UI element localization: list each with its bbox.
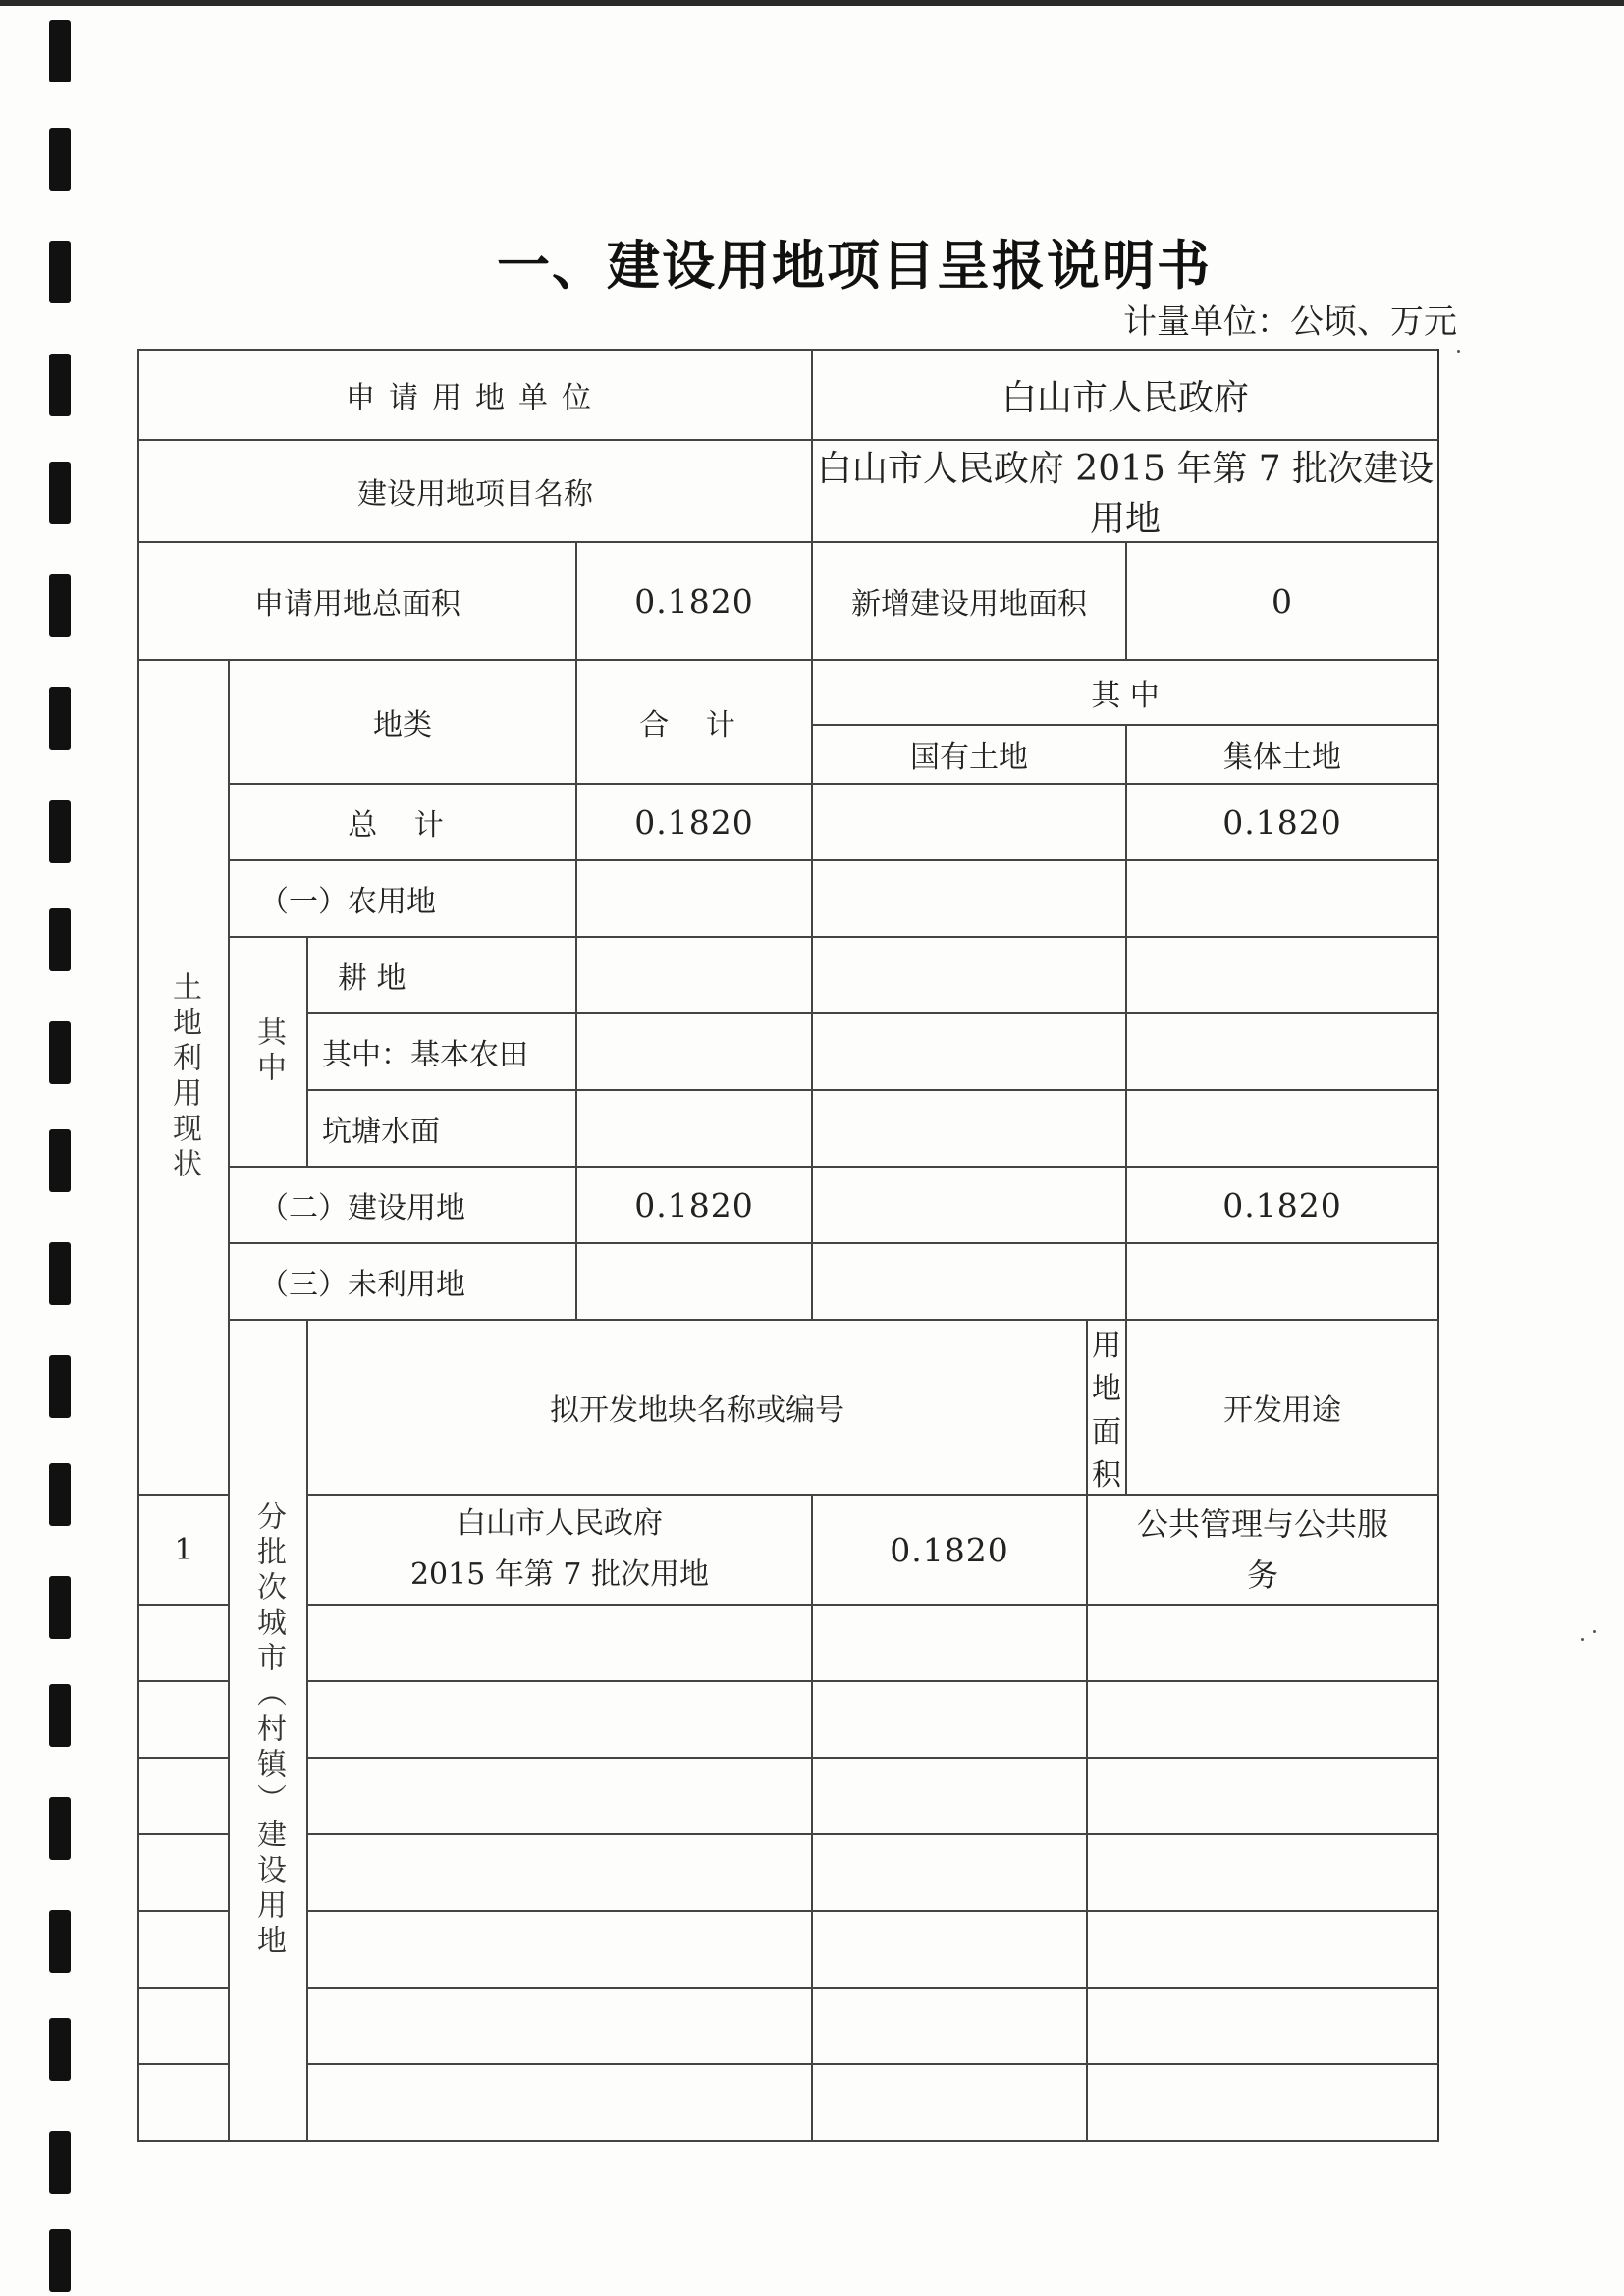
row-collective xyxy=(1126,860,1438,937)
table-row xyxy=(138,1013,1438,1090)
binding-hole xyxy=(49,1684,71,1747)
new-area-label: 新增建设用地面积 xyxy=(812,542,1126,660)
row-total xyxy=(576,860,812,937)
binding-hole xyxy=(49,1910,71,1973)
scan-speck xyxy=(1581,1638,1584,1641)
binding-hole xyxy=(49,20,71,82)
col-total: 合 计 xyxy=(576,660,812,784)
row-total: 0.1820 xyxy=(576,784,812,860)
binding-hole xyxy=(49,800,71,863)
project-name-value: 白山市人民政府 2015 年第 7 批次建设用地 xyxy=(812,440,1438,542)
table-row xyxy=(138,1495,1438,1605)
table-row xyxy=(138,860,1438,937)
land-use-form xyxy=(137,349,1439,2142)
table-row xyxy=(138,2064,1438,2141)
scan-speck xyxy=(1593,1630,1596,1633)
row-label: 其中：基本农田 xyxy=(307,1013,576,1090)
row-collective: 0.1820 xyxy=(1126,1167,1438,1243)
parcel-name xyxy=(307,1495,812,1605)
binding-hole xyxy=(49,2131,71,2194)
binding-hole xyxy=(49,574,71,637)
project-name-label: 建设用地项目名称 xyxy=(138,440,812,542)
total-area-value: 0.1820 xyxy=(576,542,812,660)
row-collective xyxy=(1126,937,1438,1013)
binding-hole xyxy=(49,354,71,416)
scan-top-edge xyxy=(0,0,1624,6)
col-state-land: 国有土地 xyxy=(812,725,1126,784)
binding-hole xyxy=(49,1355,71,1418)
table-row xyxy=(138,1090,1438,1167)
row-label: （一）农用地 xyxy=(229,860,576,937)
row-collective xyxy=(1126,1013,1438,1090)
row-state xyxy=(812,1013,1126,1090)
binding-holes xyxy=(49,0,73,2296)
binding-hole xyxy=(49,1129,71,1192)
table-row xyxy=(138,1834,1438,1911)
binding-hole xyxy=(49,1797,71,1860)
row-collective xyxy=(1126,1090,1438,1167)
table-row xyxy=(138,937,1438,1013)
col-parcel-use: 开发用途 xyxy=(1126,1320,1438,1495)
row-collective: 0.1820 xyxy=(1126,784,1438,860)
document-title: 一、建设用地项目呈报说明书 xyxy=(497,235,1212,297)
row-total xyxy=(576,1013,812,1090)
row-label: 坑塘水面 xyxy=(307,1090,576,1167)
binding-hole xyxy=(49,908,71,971)
table-row xyxy=(138,1167,1438,1243)
parcel-use-line2: 务 xyxy=(1246,1557,1278,1594)
binding-hole xyxy=(49,1242,71,1305)
binding-hole xyxy=(49,1463,71,1526)
unit-label: 计量单位：公顷、万元 xyxy=(1123,302,1457,342)
row-state xyxy=(812,1090,1126,1167)
binding-hole xyxy=(49,128,71,191)
applicant-value: 白山市人民政府 xyxy=(812,350,1438,440)
parcel-name-line2: 2015 年第 7 批次用地 xyxy=(409,1558,710,1592)
total-area-label: 申请用地总面积 xyxy=(138,542,576,660)
row-total xyxy=(576,937,812,1013)
binding-hole xyxy=(49,2229,71,2292)
parcel-use xyxy=(1087,1495,1438,1605)
binding-hole xyxy=(49,687,71,750)
row-total: 0.1820 xyxy=(576,1167,812,1243)
sub-of-which-label xyxy=(229,937,307,1167)
row-collective xyxy=(1126,1243,1438,1320)
sub-of-which-text: 其中 xyxy=(251,1016,286,1087)
table-row xyxy=(138,1911,1438,1988)
parcel-number: 1 xyxy=(138,1495,229,1605)
row-total xyxy=(576,1243,812,1320)
col-land-type: 地类 xyxy=(229,660,576,784)
parcel-name-line1: 白山市人民政府 xyxy=(457,1506,663,1541)
row-label: （二）建设用地 xyxy=(229,1167,576,1243)
parcels-section-text: 分批次城市（村镇）建设用地 xyxy=(251,1501,286,1960)
table-row xyxy=(138,1605,1438,1681)
land-use-section-label xyxy=(138,660,229,1495)
col-collective-land: 集体土地 xyxy=(1126,725,1438,784)
row-label: 总 计 xyxy=(229,784,576,860)
row-state xyxy=(812,937,1126,1013)
row-state xyxy=(812,1243,1126,1320)
land-use-section-text: 土地利用现状 xyxy=(167,971,201,1183)
col-of-which: 其 中 xyxy=(812,660,1438,725)
table-row xyxy=(138,1243,1438,1320)
table-row xyxy=(138,1758,1438,1834)
table-row xyxy=(138,1681,1438,1758)
row-label: （三）未利用地 xyxy=(229,1243,576,1320)
row-total xyxy=(576,1090,812,1167)
binding-hole xyxy=(49,462,71,524)
row-state xyxy=(812,860,1126,937)
table-row xyxy=(138,784,1438,860)
col-parcel-area: 用地面积 xyxy=(1087,1320,1126,1495)
new-area-value: 0 xyxy=(1126,542,1438,660)
table-row xyxy=(138,1988,1438,2064)
scan-speck xyxy=(1457,350,1460,353)
parcel-area: 0.1820 xyxy=(812,1495,1087,1605)
row-state xyxy=(812,1167,1126,1243)
parcel-use-line1: 公共管理与公共服 xyxy=(1136,1505,1388,1543)
binding-hole xyxy=(49,1021,71,1084)
applicant-label: 申请用地单位 xyxy=(138,350,812,440)
binding-hole xyxy=(49,1576,71,1639)
row-label: 耕 地 xyxy=(307,937,576,1013)
col-parcel-name: 拟开发地块名称或编号 xyxy=(307,1320,1087,1495)
row-state xyxy=(812,784,1126,860)
binding-hole xyxy=(49,2018,71,2081)
parcels-section-label xyxy=(229,1320,307,2141)
